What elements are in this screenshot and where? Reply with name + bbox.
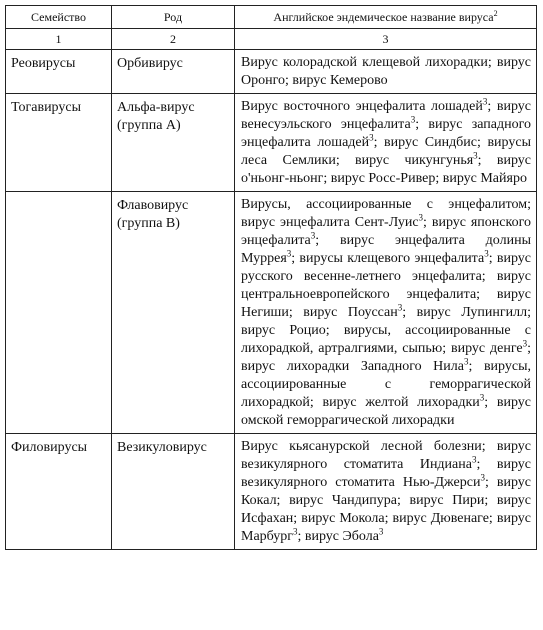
virus-name-text: ; вирус везикулярного стоматита Нью-Джерси [241,457,532,490]
virus-name-text: ; вирус японского энцефалита [241,215,531,248]
footnote-marker: 3 [369,132,374,143]
family-cell: Тогавирусы [6,94,112,192]
footnote-marker: 3 [482,96,488,107]
column-number-row [6,29,537,50]
header-virus-name: Английское эндемическое название вируса$^2$ [235,6,537,29]
genus-cell: Орбивирус [112,50,235,94]
header-genus: Род [112,6,235,29]
virus-name-text: ; вирус энцефалита долины Муррея [241,233,531,266]
column-number: 2 [112,29,235,50]
footnote-marker: 3 [378,526,384,537]
footnote-marker: 3 [397,302,403,313]
virus-names-cell [235,50,537,94]
virus-classification-table [5,5,537,550]
virus-name-text: Вирус кьясанурской лесной болезни; вирус везикулярного стоматита Индиана [241,439,531,472]
table-row [6,94,537,192]
virus-name-text: Вирусы, ассоциированные с энцефалитом; вирус энцефалита Сент-Луис [241,197,531,230]
family-cell: Реовирусы [6,50,112,94]
footnote-marker: 3 [522,338,528,349]
virus-name-text: ; вирус русского весенне-летнего энцефалита; вирус центральноевропейского энцефалита; вирус Негиши; вирус Поуссан [241,251,531,320]
virus-name-text: ; вирус Синдбис; вирусы леса Семлики; вирус чикунгунья [241,135,531,168]
virus-name-text: ; вирус Кокал; вирус Чандипура; вирус Пири; вирус Исфахан; вирус Мокола; вирус Дювенаге; вирус Марбург [241,475,531,544]
genus-cell: Флавовирус (группа В) [112,192,235,434]
virus-name-text: ; вирус Эбола [297,529,379,544]
footnote-marker: 3 [410,114,416,125]
footnote-marker: 3 [480,472,485,483]
virus-names-cell [235,192,537,434]
virus-name-text: ; вирус о'ньонг-ньонг; вирус Росс-Ривер; вирус Майяро [241,153,531,186]
footnote-marker: 3 [484,248,489,259]
virus-name-text: ; вирусы, ассоциированные с геморрагической лихорадкой; вирус желтой лихорадки [241,359,531,410]
virus-name-text: ; вирус омской геморрагической лихорадки [241,395,531,428]
header-row [6,6,537,29]
virus-name-text: ; вирус западного энцефалита лошадей [241,117,532,150]
table-row [6,50,537,94]
genus-cell: Альфа-вирус (группа А) [112,94,235,192]
header-family: Семейство [6,6,112,29]
virus-name-text: Вирус колорадской клещевой лихорадки; вирус Оронго; вирус Кемерово [241,55,531,88]
footnote-marker: 2 [493,9,498,18]
virus-name-text: ; вирусы клещевого энцефалита [291,251,485,266]
column-number: 1 [6,29,112,50]
virus-name-text: ; вирус Лупингилл; вирус Роцио; вирусы, ассоциированные с лихорадкой, артралгиями, сыпью; вирус денге [241,305,531,356]
table-row [6,434,537,550]
virus-names-cell [235,94,537,192]
footnote-marker: 3 [463,356,469,367]
footnote-marker: 3 [473,150,478,161]
family-cell: Филовирусы [6,434,112,550]
virus-name-text: ; вирус венесуэльского энцефалита [241,99,531,132]
column-number: 3 [235,29,537,50]
virus-name-text: Вирус восточного энцефалита лошадей [241,99,483,114]
table-row [6,192,537,434]
footnote-marker: 3 [310,230,316,241]
footnote-marker: 3 [293,526,298,537]
footnote-marker: 3 [418,212,424,223]
footnote-marker: 3 [286,248,292,259]
genus-cell: Везикуловирус [112,434,235,550]
virus-names-cell [235,434,537,550]
footnote-marker: 3 [471,454,477,465]
family-cell [6,192,112,434]
virus-name-text: ; вирус лихорадки Западного Нила [241,341,531,374]
footnote-marker: 3 [479,392,485,403]
